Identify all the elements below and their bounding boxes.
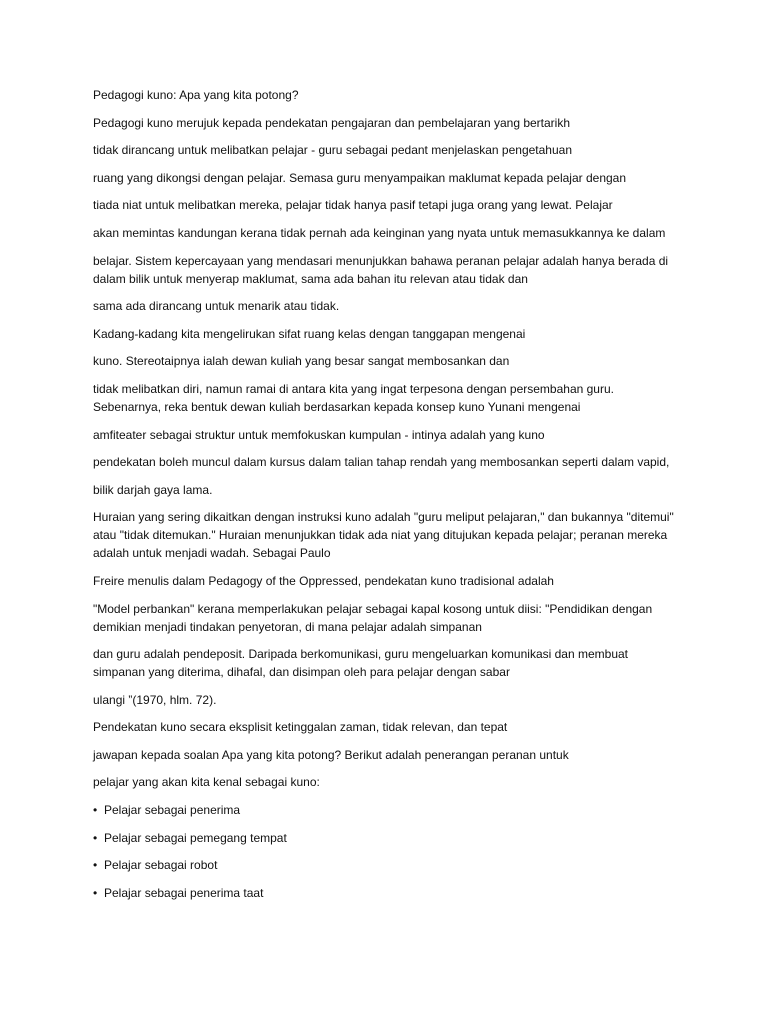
paragraph: "Model perbankan" kerana memperlakukan pelajar sebagai kapal kosong untuk diisi: "Pendidikan dengan demikian menjadi tindakan penyetoran, di mana pelajar adalah simpanan [93, 601, 653, 634]
paragraph: pelajar yang akan kita kenal sebagai kuno: [93, 775, 320, 790]
paragraph: belajar. Sistem kepercayaan yang mendasari menunjukkan bahawa peranan pelajar adalah hanya berada di dalam bilik untuk menyerap maklumat, sama ada bahan itu relevan atau tidak dan [93, 253, 669, 286]
paragraph: ruang yang dikongsi dengan pelajar. Semasa guru menyampaikan maklumat kepada pelajar dengan [93, 170, 627, 185]
bullet-icon: • [93, 830, 98, 845]
paragraph: Pedagogi kuno merujuk kepada pendekatan pengajaran dan pembelajaran yang bertarikh [93, 115, 571, 130]
list-item-label: Pelajar sebagai robot [104, 858, 218, 873]
list-item [93, 856, 683, 874]
paragraph: Kadang-kadang kita mengelirukan sifat ruang kelas dengan tanggapan mengenai [93, 326, 526, 341]
paragraph: tidak melibatkan diri, namun ramai di antara kita yang ingat terpesona dengan persembahan guru. Sebenarnya, reka bentuk dewan kuliah berdasarkan kepada konsep kuno Yunani mengenai [93, 381, 614, 414]
bullet-icon: • [93, 803, 98, 818]
list-item [93, 884, 683, 902]
paragraph: amfiteater sebagai struktur untuk memfokuskan kumpulan - intinya adalah yang kuno [93, 427, 545, 442]
bullet-list [93, 801, 683, 902]
list-item-label: Pelajar sebagai penerima taat [104, 885, 264, 900]
paragraph: sama ada dirancang untuk menarik atau tidak. [93, 299, 340, 314]
list-item [93, 801, 683, 819]
paragraph: pendekatan boleh muncul dalam kursus dalam talian tahap rendah yang membosankan seperti dalam vapid, [93, 455, 670, 470]
paragraph: Freire menulis dalam Pedagogy of the Oppressed, pendekatan kuno tradisional adalah [93, 573, 554, 588]
list-item-label: Pelajar sebagai penerima [104, 803, 241, 818]
paragraph: akan memintas kandungan kerana tidak pernah ada keinginan yang nyata untuk memasukkannya ke dalam [93, 225, 666, 240]
document-page [93, 86, 683, 911]
paragraph: jawapan kepada soalan Apa yang kita potong? Berikut adalah penerangan peranan untuk [93, 747, 569, 762]
paragraph: ulangi ”(1970, hlm. 72). [93, 692, 217, 707]
document-title: Pedagogi kuno: Apa yang kita potong? [93, 88, 299, 102]
paragraph: tidak dirancang untuk melibatkan pelajar - guru sebagai pedant menjelaskan pengetahuan [93, 143, 572, 158]
bullet-icon: • [93, 885, 98, 900]
paragraph: dan guru adalah pendeposit. Daripada berkomunikasi, guru mengeluarkan komunikasi dan membuat simpanan yang diterima, dihafal, dan disimpan oleh para pelajar dengan sabar [93, 647, 628, 680]
paragraph: tiada niat untuk melibatkan mereka, pelajar tidak hanya pasif tetapi juga orang yang lewat. Pelajar [93, 198, 613, 213]
paragraph: Huraian yang sering dikaitkan dengan instruksi kuno adalah "guru meliput pelajaran," dan bukannya "ditemui" atau "tidak ditemukan." Huraian menunjukkan tidak ada niat yang ditujukan kepada pelajar; peranan mereka adalah untuk menjadi wadah. Sebagai Paulo [93, 510, 674, 561]
list-item-label: Pelajar sebagai pemegang tempat [104, 830, 287, 845]
list-item [93, 829, 683, 847]
paragraph: kuno. Stereotaipnya ialah dewan kuliah yang besar sangat membosankan dan [93, 354, 510, 369]
bullet-icon: • [93, 858, 98, 873]
paragraph: Pendekatan kuno secara eksplisit ketinggalan zaman, tidak relevan, dan tepat [93, 720, 508, 735]
paragraph: bilik darjah gaya lama. [93, 482, 213, 497]
